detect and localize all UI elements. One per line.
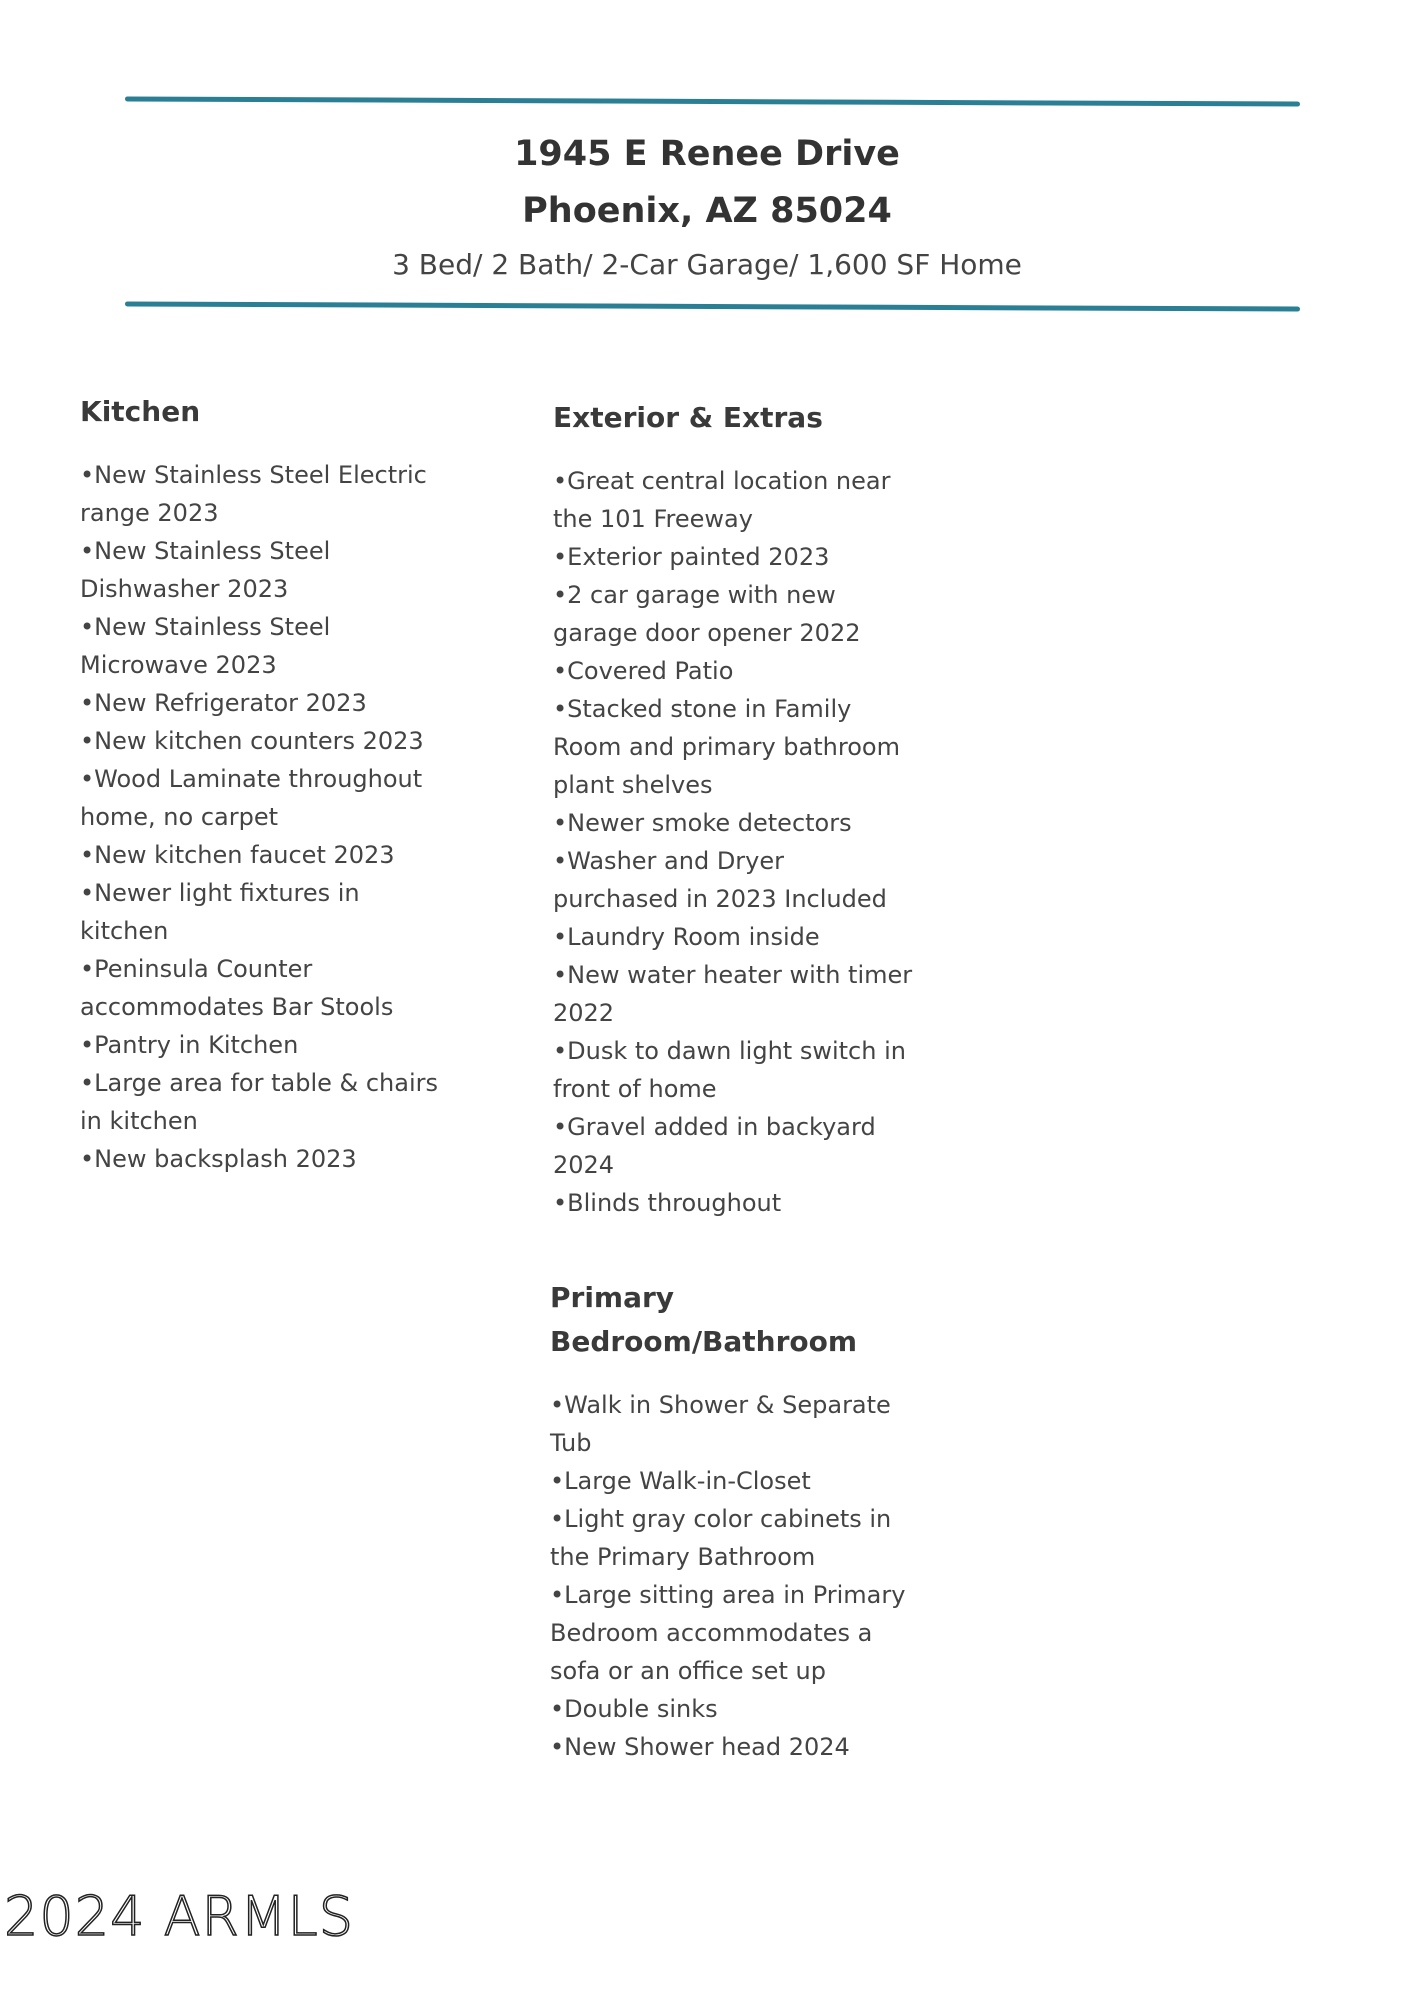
list-item: •Large Walk-in-Closet	[550, 1467, 811, 1495]
top-divider	[125, 96, 1300, 106]
exterior-title: Exterior & Extras	[553, 401, 823, 434]
primary-list	[550, 1386, 910, 1766]
primary-section	[550, 1276, 910, 1766]
list-item: •Large area for table & chairs in kitchen	[80, 1069, 438, 1135]
list-item: •New Shower head 2024	[550, 1733, 850, 1761]
list-item: •2 car garage with new garage door opener 2022	[553, 581, 861, 647]
exterior-list	[553, 462, 913, 1222]
list-item: •Double sinks	[550, 1695, 718, 1723]
list-item: •Wood Laminate throughout home, no carpet	[80, 765, 423, 831]
list-item: •New water heater with timer 2022	[553, 961, 913, 1027]
list-item: •Stacked stone in Family Room and primary bathroom plant shelves	[553, 695, 900, 799]
list-item: •Covered Patio	[553, 657, 734, 685]
list-item: •Light gray color cabinets in the Primary Bathroom	[550, 1505, 892, 1571]
kitchen-list	[80, 456, 440, 1178]
list-item: •Pantry in Kitchen	[80, 1031, 299, 1059]
list-item: •Large sitting area in Primary Bedroom accommodates a sofa or an office set up	[550, 1581, 906, 1685]
list-item: •New kitchen counters 2023	[80, 727, 424, 755]
watermark: 2024 ARMLS	[4, 1885, 355, 1948]
property-summary: 3 Bed/ 2 Bath/ 2-Car Garage/ 1,600 SF Home	[392, 248, 1022, 281]
list-item: •Great central location near the 101 Freeway	[553, 467, 891, 533]
exterior-section	[553, 396, 913, 1222]
list-item: •Gravel added in backyard 2024	[553, 1113, 876, 1179]
primary-title: Primary Bedroom/Bathroom	[550, 1281, 858, 1358]
list-item: •Peninsula Counter accommodates Bar Stools	[80, 955, 394, 1021]
list-item: •New Refrigerator 2023	[80, 689, 367, 717]
kitchen-section	[80, 390, 440, 1178]
bottom-divider	[125, 301, 1300, 311]
list-item: •Exterior painted 2023	[553, 543, 830, 571]
list-item: •Walk in Shower & Separate Tub	[550, 1391, 891, 1457]
list-item: •New backsplash 2023	[80, 1145, 357, 1173]
list-item: •New Stainless Steel Microwave 2023	[80, 613, 331, 679]
address-line1: 1945 E Renee Drive	[514, 134, 900, 174]
list-item: •Washer and Dryer purchased in 2023 Included	[553, 847, 887, 913]
list-item: •New Stainless Steel Dishwasher 2023	[80, 537, 331, 603]
list-item: •Laundry Room inside	[553, 923, 820, 951]
list-item: •Newer light fixtures in kitchen	[80, 879, 360, 945]
list-item: •Blinds throughout	[553, 1189, 782, 1217]
kitchen-title: Kitchen	[80, 395, 201, 428]
address-line2: Phoenix, AZ 85024	[522, 191, 892, 231]
list-item: •Newer smoke detectors	[553, 809, 852, 837]
list-item: •New Stainless Steel Electric range 2023	[80, 461, 427, 527]
list-item: •Dusk to dawn light switch in front of home	[553, 1037, 906, 1103]
list-item: •New kitchen faucet 2023	[80, 841, 395, 869]
